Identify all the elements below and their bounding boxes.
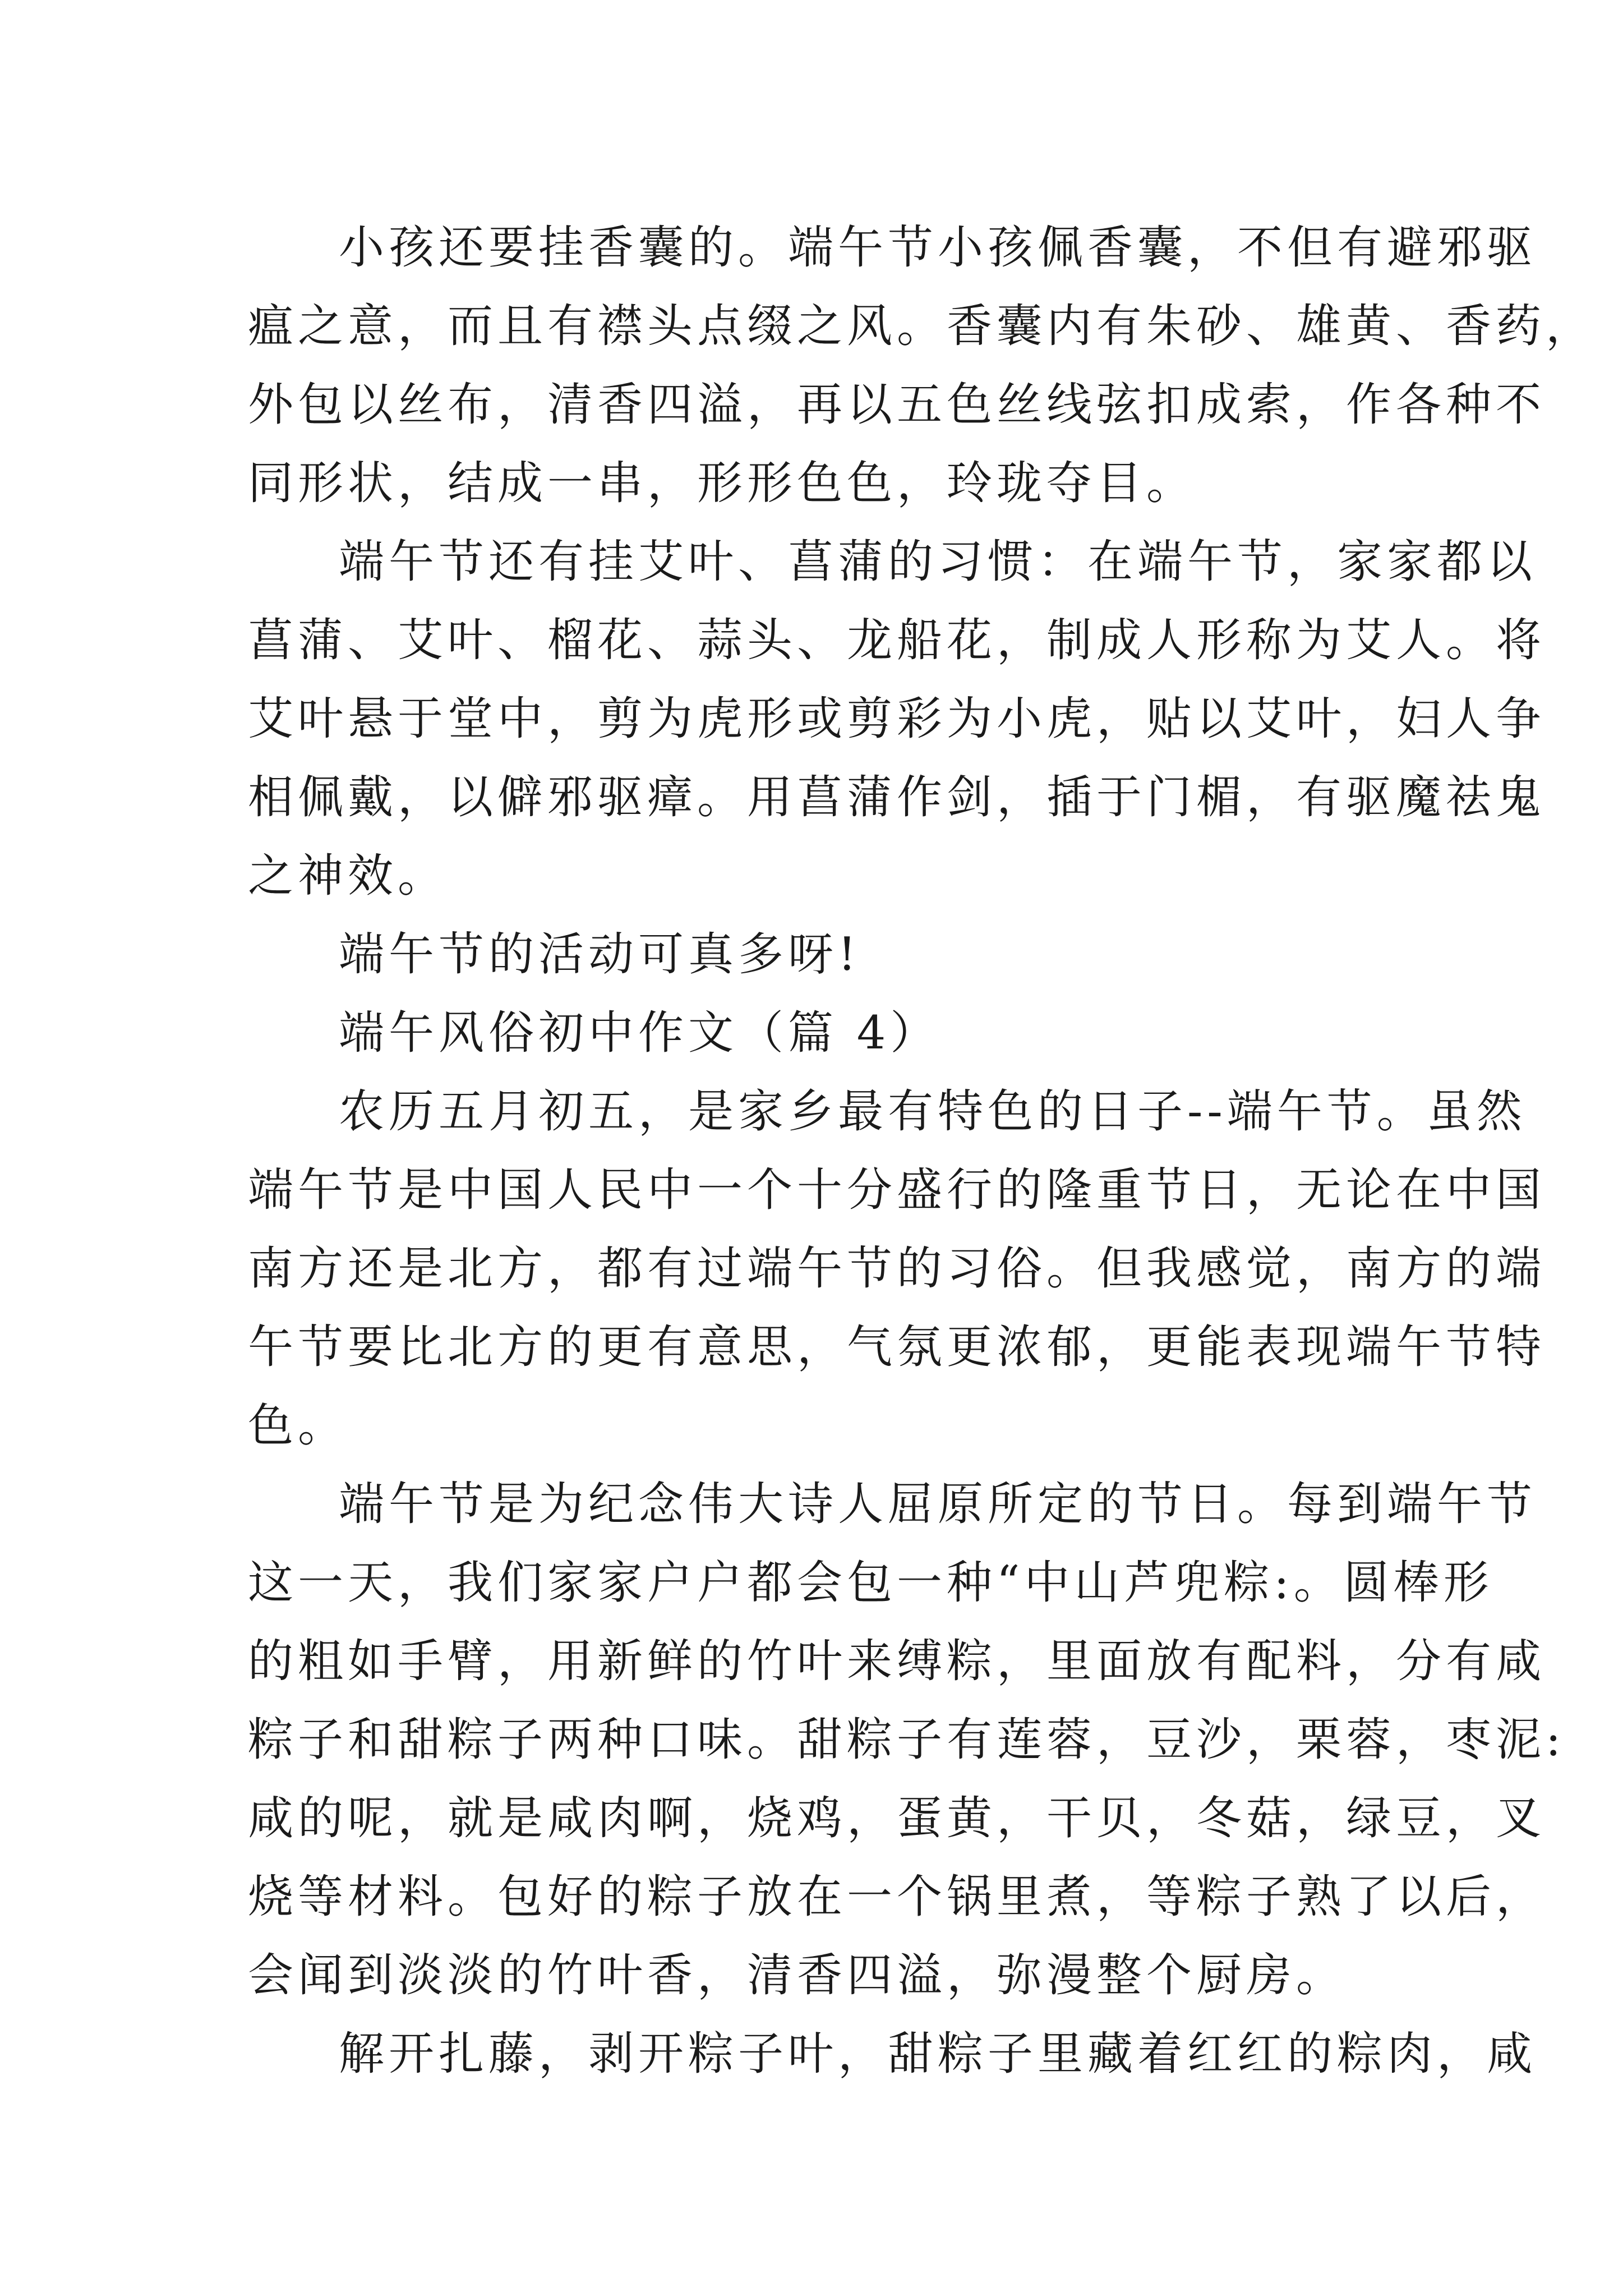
text-line: 咸的呢，就是咸肉啊，烧鸡，蛋黄，干贝，冬菇，绿豆，叉 xyxy=(248,1792,1546,1845)
text-line: 色。 xyxy=(248,1400,348,1452)
text-line: 瘟之意，而且有襟头点缀之风。香囊内有朱砂、雄黄、香药， xyxy=(248,300,1596,353)
text-line: 南方还是北方，都有过端午节的习俗。但我感觉，南方的端 xyxy=(248,1243,1546,1295)
text-line: 相佩戴，以僻邪驱瘴。用菖蒲作剑，插于门楣，有驱魔祛鬼 xyxy=(248,771,1546,824)
text-line: 的粗如手臂，用新鲜的竹叶来缚粽，里面放有配料，分有咸 xyxy=(248,1635,1546,1688)
text-line: 端午节的活动可真多呀! xyxy=(339,928,861,981)
text-line: 端午节是中国人民中一个十分盛行的隆重节日，无论在中国 xyxy=(248,1164,1546,1217)
text-line: 同形状，结成一串，形形色色，玲珑夺目。 xyxy=(248,457,1197,510)
section-heading: 端午风俗初中作文（篇 4） xyxy=(339,1007,940,1060)
text-line: 之神效。 xyxy=(248,850,448,903)
text-line: 粽子和甜粽子两种口味。甜粽子有莲蓉，豆沙，栗蓉，枣泥: xyxy=(248,1714,1566,1766)
text-line: 会闻到淡淡的竹叶香，清香四溢，弥漫整个厨房。 xyxy=(248,1949,1347,2002)
text-line: 端午节还有挂艾叶、菖蒲的习惯：在端午节，家家都以 xyxy=(339,536,1537,588)
text-line: 农历五月初五，是家乡最有特色的日子--端午节。虽然 xyxy=(339,1085,1527,1138)
text-line: 烧等材料。包好的粽子放在一个锅里煮，等粽子熟了以后， xyxy=(248,1871,1546,1924)
text-line: 这一天，我们家家户户都会包一种“中山芦兜粽:。圆棒形 xyxy=(248,1557,1493,1609)
text-line: 小孩还要挂香囊的。端午节小孩佩香囊，不但有避邪驱 xyxy=(339,222,1537,274)
text-line: 菖蒲、艾叶、榴花、蒜头、龙船花，制成人形称为艾人。将 xyxy=(248,614,1546,667)
text-line: 外包以丝布，清香四溢，再以五色丝线弦扣成索，作各种不 xyxy=(248,379,1546,431)
text-line: 艾叶悬于堂中，剪为虎形或剪彩为小虎，贴以艾叶，妇人争 xyxy=(248,693,1546,746)
text-line: 端午节是为纪念伟大诗人屈原所定的节日。每到端午节 xyxy=(339,1478,1537,1531)
text-line: 解开扎藤，剥开粽子叶，甜粽子里藏着红红的粽肉，咸 xyxy=(339,2028,1537,2081)
essay-text xyxy=(248,209,1596,2093)
text-line: 午节要比北方的更有意思，气氛更浓郁，更能表现端午节特 xyxy=(248,1321,1546,1374)
